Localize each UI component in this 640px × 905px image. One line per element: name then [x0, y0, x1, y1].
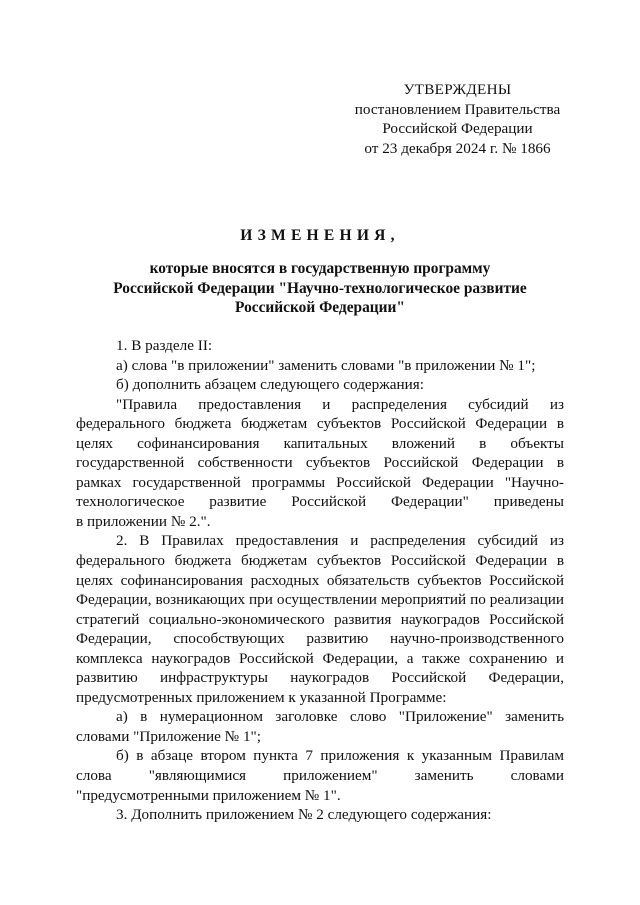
- paragraph-4: "Правила предоставления и распределения субсидий из федерального бюджета бюджетам субъектов Российской Федерации в целях софинансирования капитальных вложений в объекты государственной собственности субъектов Российской Федерации в рамках государственной программы Российской Федерации "Научно-технологическое развитие Российской Федерации" приведены: [76, 395, 564, 511]
- paragraph-3: б) дополнить абзацем следующего содержания:: [116, 376, 424, 394]
- title-sub-3: Российской Федерации": [235, 299, 405, 317]
- paragraph-5-end: предусмотренных приложением к указанной Программе:: [76, 688, 447, 706]
- approval-line-2: Российской Федерации: [382, 120, 533, 138]
- paragraph-4-end: в приложении № 2.".: [76, 512, 211, 530]
- title-sub-2: Российской Федерации "Научно-технологическое развитие: [113, 279, 527, 297]
- approval-line-1: постановлением Правительства: [354, 100, 561, 118]
- paragraph-8: 3. Дополнить приложением № 2 следующего содержания:: [116, 806, 492, 824]
- paragraph-7: б) в абзаце втором пункта 7 приложения к указанным Правилам слова "являющимися приложением" заменить словами: [76, 747, 564, 785]
- paragraph-6-end: словами "Приложение № 1";: [76, 727, 261, 745]
- approval-line-3: от 23 декабря 2024 г. № 1866: [364, 139, 551, 157]
- paragraph-6: а) в нумерационном заголовке слово "Приложение" заменить: [116, 708, 564, 726]
- paragraph-7-end: "предусмотренными приложением № 1".: [76, 786, 341, 804]
- title-sub-1: которые вносятся в государственную программу: [149, 260, 491, 278]
- title-main: ИЗМЕНЕНИЯ,: [240, 227, 400, 244]
- paragraph-1: 1. В разделе II:: [116, 337, 213, 354]
- approval-heading: УТВЕРЖДЕНЫ: [403, 81, 512, 98]
- paragraph-2: а) слова "в приложении" заменить словами "в приложении № 1";: [116, 356, 536, 374]
- document-body: [76, 336, 564, 825]
- paragraph-5: 2. В Правилах предоставления и распределения субсидий из федерального бюджета бюджетам субъектов Российской Федерации в целях софинансирования расходных обязательств субъектов Российской Федерации, возникающих при осуществлении мероприятий по реализации стратегий социально-экономического развития наукоградов Российской Федерации, способствующих развитию научно-производственного комплекса наукоградов Российской Федерации, а также сохранению и развитию инфраструктуры наукоградов Российской Федерации,: [76, 532, 564, 687]
- document-title: [60, 226, 580, 318]
- approval-stamp: [340, 80, 575, 158]
